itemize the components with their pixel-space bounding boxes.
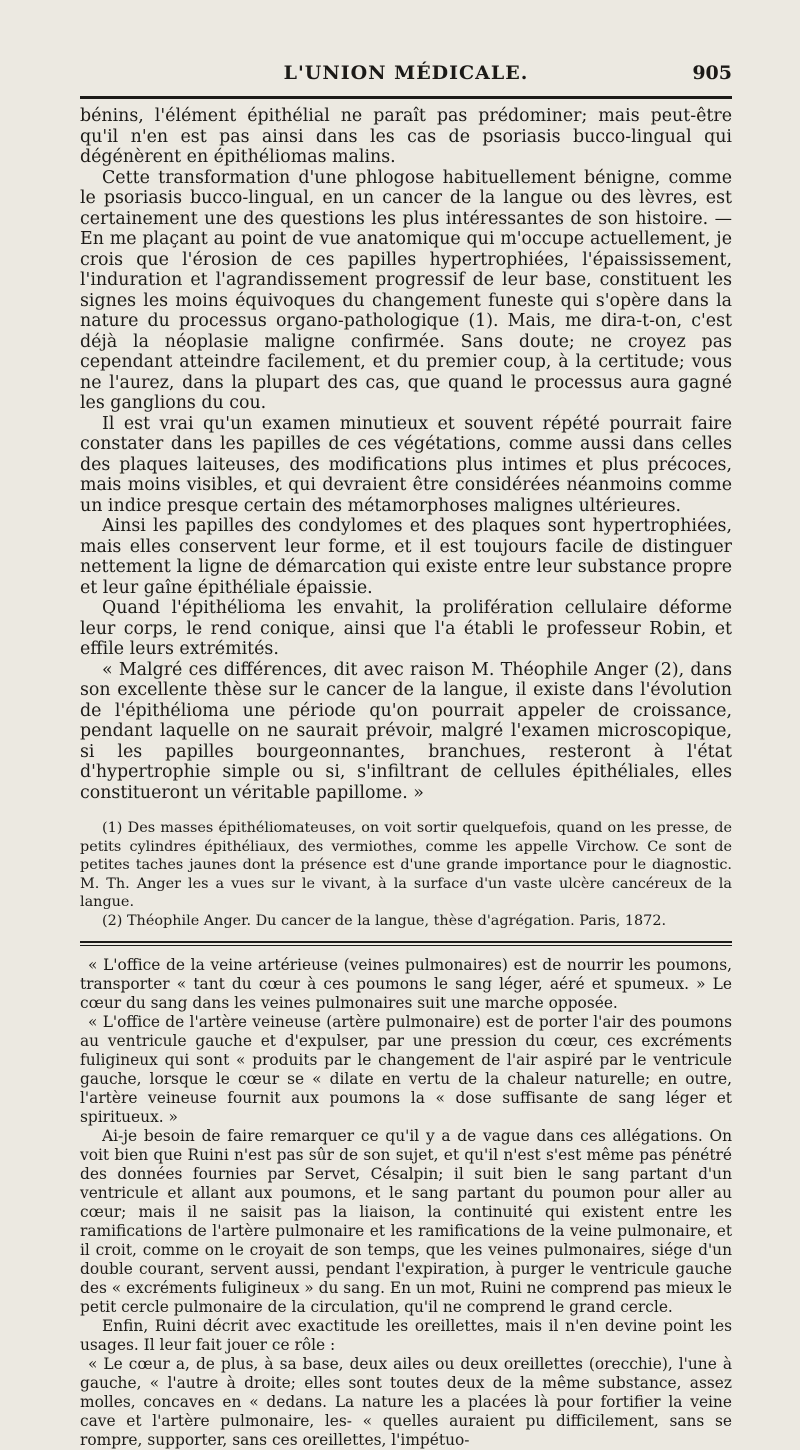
- main-paragraph: Ainsi les papilles des condylomes et des plaques sont hypertrophiées, mais elles conservent leur forme, et il est toujours facile de distinguer nettement la ligne de démarcation qui existe entre leur substance propre et leur gaîne épithéliale épaissie.: [80, 516, 732, 598]
- header-rule: [80, 96, 732, 99]
- main-paragraph: bénins, l'élément épithélial ne paraît pas prédominer; mais peut-être qu'il n'en est pas ainsi dans les cas de psoriasis bucco-lingual qui dégénèrent en épithéliomas malins.: [80, 106, 732, 167]
- feuilleton-paragraph: « Le cœur a, de plus, à sa base, deux ailes ou deux oreillettes (orecchie), l'une à gauche, « l'autre à droite; elles sont toutes deux de la même substance, assez molles, concaves en « dedans. La nature les a placées là pour fortifier la veine cave et l'artère pulmonaire, les- « quelles auraient pu difficilement, sans se rompre, supporter, sans ces oreillettes, l'impétuo-: [80, 1355, 732, 1449]
- feuilleton-paragraph: Ai-je besoin de faire remarquer ce qu'il y a de vague dans ces allégations. On voit bien que Ruini n'est pas sûr de son sujet, et qu'il n'est s'est même pas pénétré des données fournies par Servet, Césalpin; il suit bien le sang partant d'un ventricule et allant aux poumons, et le sang partant du poumon pour aller au cœur; mais il ne saisit pas la liaison, la continuité qui existent entre les ramifications de l'artère pulmonaire et les ramifications de la veine pulmonaire, et il croit, comme on le croyait de son temps, que les veines pulmonaires, siége d'un double courant, servent aussi, pendant l'expiration, à purger le ventricule gauche des « excréments fuligineux » du sang. En un mot, Ruini ne comprend pas mieux le petit cercle pulmonaire de la circulation, qu'il ne comprend le grand cercle.: [80, 1127, 732, 1316]
- feuilleton-paragraph: « L'office de la veine artérieuse (veines pulmonaires) est de nourrir les poumons, transporter « tant du cœur à ces poumons le sang léger, aéré et spumeux. » Le cœur du sang dans les veines pulmonaires suit une marche opposée.: [80, 956, 732, 1012]
- main-paragraph: Quand l'épithélioma les envahit, la prolifération cellulaire déforme leur corps, le rend conique, ainsi que l'a établi le professeur Robin, et effile leurs extrémités.: [80, 598, 732, 659]
- page-number: 905: [692, 62, 732, 84]
- feuilleton-divider: [80, 941, 732, 946]
- footnote: (2) Théophile Anger. Du cancer de la langue, thèse d'agrégation. Paris, 1872.: [102, 912, 667, 929]
- running-header: [80, 62, 732, 92]
- body-text: [80, 106, 732, 1450]
- feuilleton-section: [80, 956, 732, 1450]
- footnote: (1) Des masses épithéliomateuses, on voit sortir quelquefois, quand on les presse, de petits cylindres épithéliaux, des vermiothes, comme les appelle Virchow. Ce sont de petites taches jaunes dont la présence est d'une grande importance pour le diagnostic. M. Th. Anger les a vues sur le vivant, à la surface d'un vaste ulcère cancéreux de la langue.: [80, 820, 732, 910]
- main-paragraph: Il est vrai qu'un examen minutieux et souvent répété pourrait faire constater dans les papilles de ces végétations, comme aussi dans celles des plaques laiteuses, des modifications plus intimes et plus précoces, mais moins visibles, et qui devraient être considérées néanmoins comme un indice presque certain des métamorphoses malignes ultérieures.: [80, 413, 732, 516]
- main-paragraph: Cette transformation d'une phlogose habituellement bénigne, comme le psoriasis bucco-lingual, en un cancer de la langue ou des lèvres, est certainement une des questions les plus intéressantes de son histoire. — En me plaçant au point de vue anatomique qui m'occupe actuellement, je crois que l'érosion de ces papilles hypertrophiées, l'épaississement, l'induration et l'agrandissement progressif de leur base, constituent les signes les moins équivoques du changement funeste qui s'opère dans la nature du processus organo-pathologique (1). Mais, me dira-t-on, c'est déjà la néoplasie maligne confirmée. Sans doute; ne croyez pas cependant atteindre facilement, et du premier coup, à la certitude; vous ne l'aurez, dans la plupart des cas, que quand le processus aura gagné les ganglions du cou.: [80, 167, 732, 413]
- running-title: L'UNION MÉDICALE.: [283, 62, 529, 84]
- main-paragraph: « Malgré ces différences, dit avec raison M. Théophile Anger (2), dans son excellente thèse sur le cancer de la langue, il existe dans l'évolution de l'épithélioma une période qu'on pourrait appeler de croissance, pendant laquelle on ne saurait prévoir, malgré l'examen microscopique, si les papilles bourgeonnantes, branchues, resteront à l'état d'hypertrophie simple ou si, s'infiltrant de cellules épithéliales, elles constitueront un véritable papillome. »: [80, 659, 732, 803]
- footnotes: [80, 819, 732, 930]
- feuilleton-paragraph: Enfin, Ruini décrit avec exactitude les oreillettes, mais il n'en devine point les usages. Il leur fait jouer ce rôle :: [80, 1317, 732, 1354]
- feuilleton-paragraph: « L'office de l'artère veineuse (artère pulmonaire) est de porter l'air des poumons au ventricule gauche et d'expulser, par une pression du cœur, ces excréments fuligineux qui sont « produits par le changement de l'air aspiré par le ventricule gauche, lorsque le cœur se « dilate en vertu de la chaleur naturelle; en outre, l'artère veineuse fournit aux poumons la « dose suffisante de sang léger et spiritueux. »: [80, 1013, 732, 1126]
